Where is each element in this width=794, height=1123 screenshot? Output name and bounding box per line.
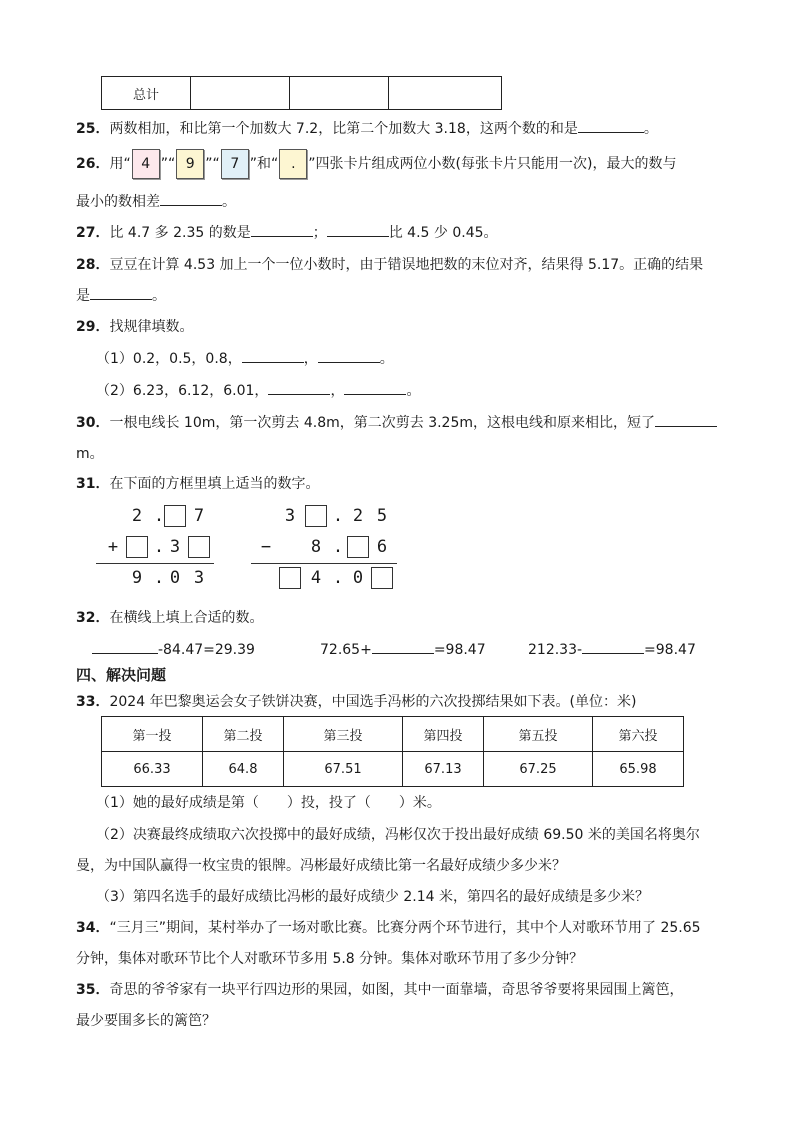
table-header: 第四投 xyxy=(403,717,484,752)
digit-card-4: 4 xyxy=(132,149,160,179)
decimal-point: . xyxy=(153,537,165,557)
answer-blank[interactable] xyxy=(251,222,313,237)
question-text: 在下面的方框里填上适当的数字。 xyxy=(109,476,320,492)
digit: 6 xyxy=(376,537,388,557)
question-number: 27． xyxy=(76,225,110,241)
question-27 xyxy=(76,222,498,242)
digit: 5 xyxy=(376,506,388,526)
table-cell: 67.13 xyxy=(403,752,484,787)
digit-card-7: 7 xyxy=(221,149,249,179)
question-33-part2-cont: 曼，为中国队赢得一枚宝贵的银牌。冯彬最好成绩比第一名最好成绩少多少米？ xyxy=(76,858,566,874)
decimal-point: . xyxy=(332,537,344,557)
question-29 xyxy=(76,316,193,336)
table-header: 第二投 xyxy=(203,717,284,752)
digit: 2 xyxy=(131,506,143,526)
question-text: 一根电线长 10m，第一次剪去 4.8m，第二次剪去 3.25m，这根电线和原来相比，短了 xyxy=(109,415,655,431)
question-35 xyxy=(76,979,683,999)
question-number: 28． xyxy=(76,257,110,273)
equation-1 xyxy=(92,639,255,658)
digit-input-box[interactable] xyxy=(164,505,186,527)
question-text: 奇思的爷爷家有一块平行四边形的果园，如图，其中一面靠墙，奇思爷爷要将果园围上篱笆， xyxy=(109,982,684,998)
question-text: 用“ xyxy=(109,156,131,172)
question-33 xyxy=(76,691,637,711)
total-cell xyxy=(389,77,502,110)
question-text: 豆豆在计算 4.53 加上一个一位小数时，由于错误地把数的末位对齐，结果得 5.17。正确的结果 xyxy=(109,257,704,273)
punctuation: 。 xyxy=(643,121,658,137)
question-text: ”“ xyxy=(205,156,220,172)
question-30-line2 xyxy=(76,443,104,463)
question-33-part2: （2）决赛最终成绩取六次投掷中的最好成绩，冯彬仅次于投出最好成绩 69.50 米的美国名将奥尔 xyxy=(96,827,700,843)
digit-card-9: 9 xyxy=(176,149,204,179)
answer-blank[interactable] xyxy=(90,285,152,300)
section-title: 四、解决问题 xyxy=(76,666,167,684)
question-number: 26． xyxy=(76,156,110,172)
answer-blank[interactable] xyxy=(242,348,304,363)
question-text: 在横线上填上合适的数。 xyxy=(109,610,264,626)
answer-blank[interactable] xyxy=(92,639,158,654)
decimal-point-card: . xyxy=(279,149,307,179)
answer-blank[interactable] xyxy=(372,639,434,654)
question-text: 是 xyxy=(76,288,90,304)
question-text: ”“ xyxy=(160,156,176,172)
punctuation: 。 xyxy=(222,194,236,210)
digit: 0 xyxy=(352,568,364,588)
equation-text: =98.47 xyxy=(433,642,486,658)
question-28 xyxy=(76,254,703,274)
question-number: 34． xyxy=(76,920,110,936)
digit: 8 xyxy=(310,537,322,557)
equation-text: -84.47=29.39 xyxy=(158,642,255,658)
punctuation: ； xyxy=(312,225,327,241)
question-number: 35． xyxy=(76,982,110,998)
punctuation: ， xyxy=(303,351,318,367)
question-text: ”和“ xyxy=(249,156,279,172)
throw-results-table xyxy=(101,716,684,787)
answer-blank[interactable] xyxy=(344,380,406,395)
total-label: 总计 xyxy=(102,77,191,110)
equation-text: 72.65+ xyxy=(320,642,372,658)
question-number: 29． xyxy=(76,319,110,335)
question-text: 2024 年巴黎奥运会女子铁饼决赛，中国选手冯彬的六次投掷结果如下表。(单位：米) xyxy=(109,694,637,710)
answer-blank[interactable] xyxy=(160,191,222,206)
answer-blank[interactable] xyxy=(268,380,330,395)
digit-input-box[interactable] xyxy=(347,536,369,558)
question-34-line2: 分钟，集体对歌环节比个人对歌环节多用 5.8 分钟。集体对歌环节用了多少分钟？ xyxy=(76,951,584,967)
digit: 3 xyxy=(169,537,181,557)
digit: 4 xyxy=(310,568,322,588)
decimal-point: . xyxy=(153,506,165,526)
question-31 xyxy=(76,473,319,493)
question-26-line2 xyxy=(76,191,236,211)
decimal-point: . xyxy=(332,506,344,526)
digit-input-box[interactable] xyxy=(305,505,327,527)
table-header: 第六投 xyxy=(593,717,684,752)
answer-blank[interactable] xyxy=(327,222,389,237)
digit: 3 xyxy=(193,568,205,588)
question-28-line2 xyxy=(76,285,166,305)
question-text: 最小的数相差 xyxy=(76,194,160,210)
question-text: m。 xyxy=(76,446,104,462)
sum-line xyxy=(96,563,214,564)
digit-input-box[interactable] xyxy=(126,536,148,558)
answer-blank[interactable] xyxy=(318,348,380,363)
table-cell: 67.25 xyxy=(484,752,593,787)
answer-blank[interactable] xyxy=(655,412,717,427)
equation-3 xyxy=(528,639,696,658)
question-26 xyxy=(76,148,676,180)
question-text: 比 4.7 多 2.35 的数是 xyxy=(109,225,251,241)
question-33-part3: （3）第四名选手的最好成绩比冯彬的最好成绩少 2.14 米，第四名的最好成绩是多少米？ xyxy=(96,889,649,905)
question-text: 两数相加，和比第一个加数大 7.2，比第二个加数大 3.18，这两个数的和是 xyxy=(109,121,578,137)
answer-blank[interactable] xyxy=(578,118,644,133)
equation-2 xyxy=(320,639,486,658)
total-cell xyxy=(191,77,290,110)
punctuation: 。 xyxy=(406,383,421,399)
punctuation: ， xyxy=(330,383,345,399)
vertical-addition xyxy=(96,503,216,593)
table-header: 第三投 xyxy=(284,717,403,752)
plus-sign: + xyxy=(107,537,119,557)
digit: 0 xyxy=(169,568,181,588)
table-cell: 67.51 xyxy=(284,752,403,787)
sequence-text: （1）0.2，0.5，0.8， xyxy=(96,351,242,367)
digit-input-box[interactable] xyxy=(188,536,210,558)
question-29-part1 xyxy=(96,348,394,368)
question-text: “三月三”期间，某村举办了一场对歌比赛。比赛分两个环节进行，其中个人对歌环节用了 25.65 xyxy=(109,920,701,936)
question-number: 31． xyxy=(76,476,110,492)
table-cell: 65.98 xyxy=(593,752,684,787)
question-30 xyxy=(76,412,717,432)
digit-input-box[interactable] xyxy=(371,567,393,589)
minus-sign: − xyxy=(260,537,272,557)
question-33-part1: （1）她的最好成绩是第（ ）投，投了（ ）米。 xyxy=(96,795,441,811)
question-34 xyxy=(76,917,701,937)
table-row xyxy=(102,752,684,787)
table-cell: 64.8 xyxy=(203,752,284,787)
vertical-subtraction xyxy=(251,503,401,593)
total-cell xyxy=(290,77,389,110)
digit: 7 xyxy=(193,506,205,526)
table-header: 第一投 xyxy=(102,717,203,752)
table-header: 第五投 xyxy=(484,717,593,752)
difference-line xyxy=(251,563,397,564)
table-header-row xyxy=(102,717,684,752)
question-number: 32． xyxy=(76,610,110,626)
digit: 9 xyxy=(131,568,143,588)
digit: 2 xyxy=(352,506,364,526)
question-number: 30． xyxy=(76,415,110,431)
answer-blank[interactable] xyxy=(582,639,644,654)
question-35-line2: 最少要围多长的篱笆？ xyxy=(76,1013,216,1029)
equation-text: =98.47 xyxy=(644,642,696,658)
table-cell: 66.33 xyxy=(102,752,203,787)
decimal-point: . xyxy=(153,568,165,588)
punctuation: 。 xyxy=(379,351,394,367)
digit-input-box[interactable] xyxy=(279,567,301,589)
decimal-point: . xyxy=(332,568,344,588)
equation-text: 212.33- xyxy=(528,642,583,658)
question-text: 比 4.5 少 0.45。 xyxy=(388,225,498,241)
punctuation: 。 xyxy=(152,288,166,304)
question-32 xyxy=(76,607,263,627)
sequence-text: （2）6.23，6.12，6.01， xyxy=(96,383,269,399)
question-25 xyxy=(76,118,658,138)
question-text: 找规律填数。 xyxy=(109,319,194,335)
question-number: 33． xyxy=(76,694,110,710)
question-text: ”四张卡片组成两位小数(每张卡片只能用一次)，最大的数与 xyxy=(308,156,677,172)
question-29-part2 xyxy=(96,380,420,400)
total-table xyxy=(101,76,502,110)
digit: 3 xyxy=(284,506,296,526)
question-number: 25． xyxy=(76,121,110,137)
